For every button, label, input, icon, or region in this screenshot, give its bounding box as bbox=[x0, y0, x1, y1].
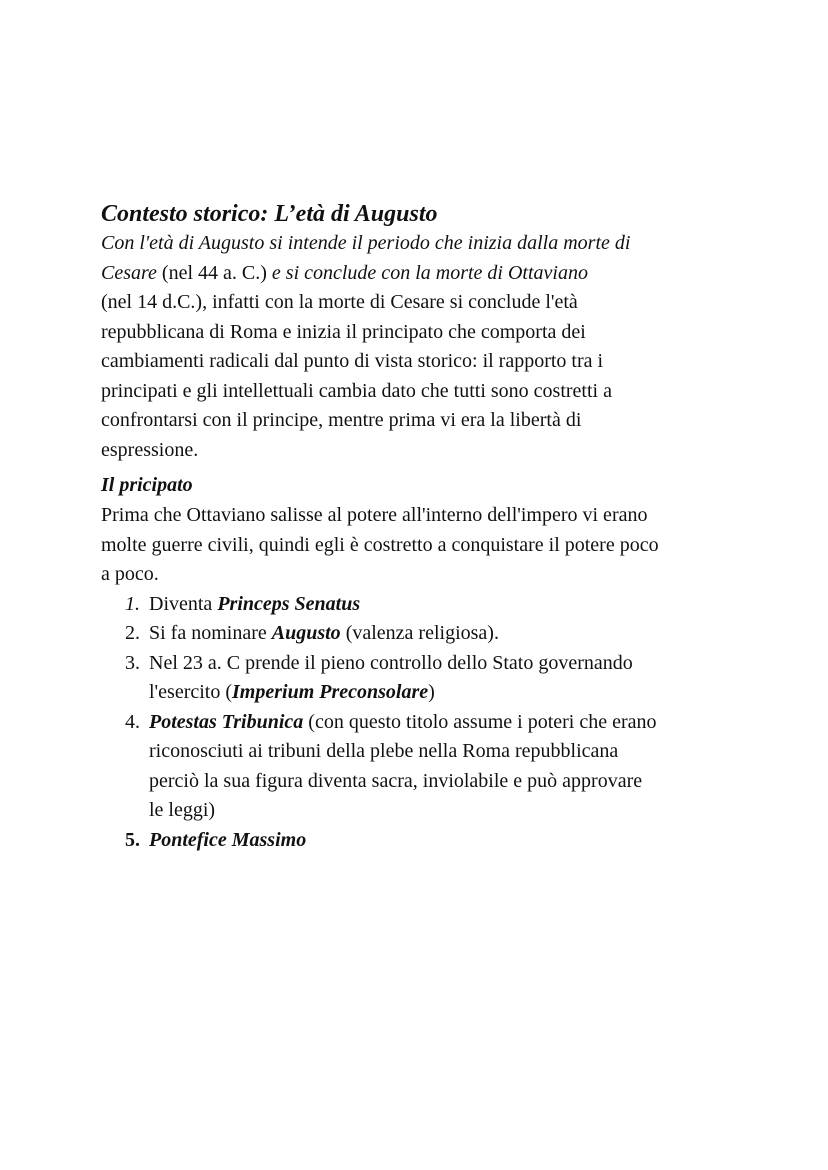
text-segment: cambiamenti radicali dal punto di vista storico: il rapporto tra i bbox=[101, 350, 604, 372]
document-title: Contesto storico: L’età di Augusto bbox=[101, 201, 438, 227]
text-line bbox=[149, 708, 741, 738]
text-segment: Pontefice Massimo bbox=[149, 828, 307, 851]
text-segment: Augusto bbox=[271, 622, 341, 644]
text-segment: espressione. bbox=[101, 438, 199, 461]
text-line bbox=[149, 619, 741, 649]
text-line bbox=[149, 796, 741, 826]
text-line bbox=[149, 767, 741, 797]
intro-paragraph bbox=[101, 229, 741, 465]
text-line bbox=[101, 406, 741, 436]
text-line bbox=[101, 501, 741, 531]
list-number: 5. bbox=[125, 828, 140, 851]
list-number: 3. bbox=[125, 651, 140, 674]
text-segment: Princeps Senatus bbox=[217, 592, 361, 615]
list-item bbox=[101, 619, 741, 649]
section-heading: Il pricipato bbox=[101, 474, 193, 496]
text-segment: confrontarsi con il principe, mentre prima vi era la libertà di bbox=[101, 409, 582, 431]
text-segment: (nel 14 d.C.), infatti con la morte di Cesare si conclude l'età bbox=[101, 291, 578, 313]
text-segment: Diventa bbox=[149, 592, 218, 615]
text-line bbox=[101, 288, 741, 318]
text-segment: Prima che Ottaviano salisse al potere all'interno dell'impero vi erano bbox=[101, 504, 648, 526]
list-item bbox=[101, 826, 741, 856]
text-line bbox=[149, 737, 741, 767]
text-segment: molte guerre civili, quindi egli è costretto a conquistare il potere poco bbox=[101, 533, 659, 556]
text-segment: riconosciuti ai tribuni della plebe nella Roma repubblicana bbox=[149, 740, 619, 762]
text-line bbox=[101, 377, 741, 407]
text-segment: Nel 23 a. C prende il pieno controllo dello Stato governando bbox=[149, 651, 633, 674]
text-line bbox=[149, 590, 741, 620]
text-segment: Con l'età di Augusto si intende il periodo che inizia dalla morte di bbox=[101, 232, 631, 254]
numbered-list bbox=[101, 590, 741, 856]
text-line bbox=[101, 436, 741, 466]
list-number: 1. bbox=[125, 592, 140, 615]
text-segment: Imperium Preconsolare bbox=[232, 681, 429, 703]
text-segment: l'esercito ( bbox=[149, 681, 233, 703]
text-line bbox=[149, 678, 741, 708]
document-page bbox=[101, 199, 741, 855]
text-line bbox=[101, 259, 741, 289]
list-item bbox=[101, 708, 741, 826]
text-segment: a poco. bbox=[101, 563, 159, 585]
list-number: 2. bbox=[125, 622, 140, 644]
list-number: 4. bbox=[125, 710, 140, 733]
text-segment: Potestas Tribunica bbox=[149, 710, 304, 733]
text-segment: (valenza religiosa). bbox=[340, 622, 499, 644]
text-segment: le leggi) bbox=[149, 799, 216, 821]
text-segment: e si conclude con la morte di Ottaviano bbox=[271, 261, 588, 284]
text-segment: Si fa nominare bbox=[149, 622, 272, 644]
text-segment: Cesare bbox=[101, 261, 157, 284]
text-line bbox=[101, 318, 741, 348]
text-segment: ) bbox=[428, 681, 435, 703]
text-segment: principati e gli intellettuali cambia dato che tutti sono costretti a bbox=[101, 379, 612, 402]
text-segment: (nel 44 a. C.) bbox=[156, 261, 272, 284]
text-line bbox=[101, 229, 741, 259]
text-segment: (con questo titolo assume i poteri che erano bbox=[303, 710, 657, 733]
text-line bbox=[101, 531, 741, 561]
text-segment: perciò la sua figura diventa sacra, inviolabile e può approvare bbox=[149, 769, 643, 792]
text-line bbox=[149, 649, 741, 679]
section-paragraph bbox=[101, 501, 741, 590]
list-item bbox=[101, 590, 741, 620]
text-line bbox=[149, 826, 741, 856]
text-line bbox=[101, 560, 741, 590]
text-line bbox=[101, 347, 741, 377]
list-item bbox=[101, 649, 741, 708]
text-segment: repubblicana di Roma e inizia il principato che comporta dei bbox=[101, 320, 586, 343]
